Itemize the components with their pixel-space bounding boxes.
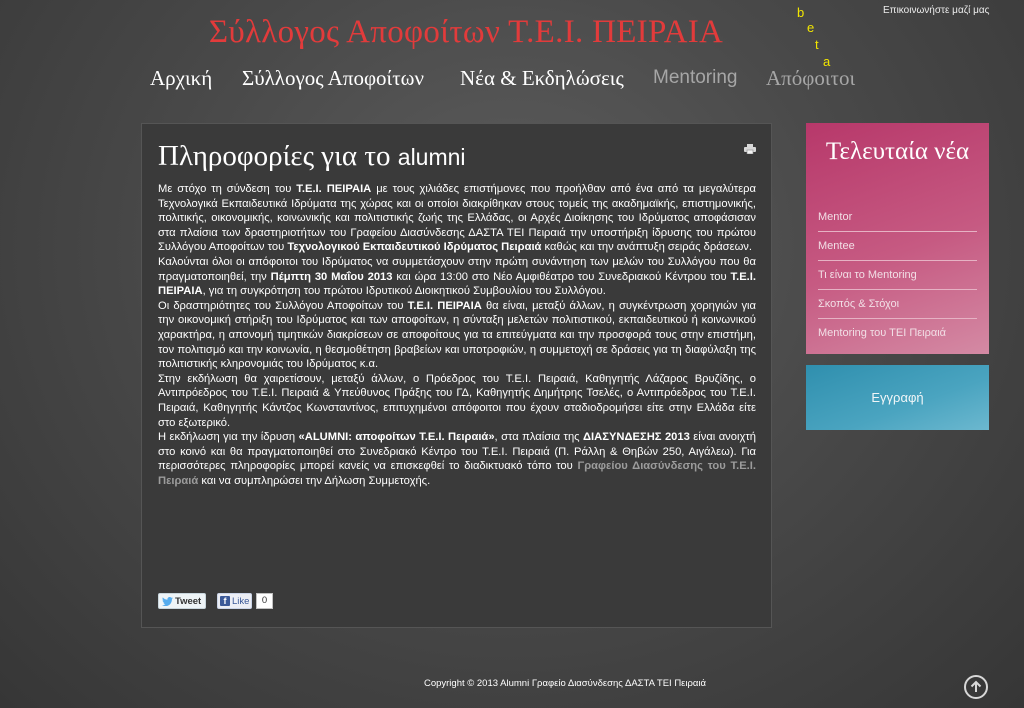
latest-news-list — [818, 203, 977, 348]
article-title-latin: alumni — [397, 144, 466, 170]
news-list-item — [818, 232, 977, 261]
facebook-icon: f — [220, 596, 230, 606]
article-paragraph: Οι δραστηριότητες του Συλλόγου Αποφοίτων του Τ.Ε.Ι. ΠΕΙΡΑΙΑ θα είναι, μεταξύ άλλων, η συγκέντρωση χορηγιών για την οικονομική στήριξη του Ιδρύματος και των αποφοίτων, η σύνταξη μελετών πολιτιστικού, εκπαιδευτικού ή κοινωνικού χαρακτήρα, η απονομή τιμητικών διακρίσεων σε αποφοίτους για τα επιτεύγματα και την προσφορά τους στην επιστήμη, τον πολιτισμό και την κοινωνία, η θεσμοθέτηση βραβείων και υποτροφιών, η συμμετοχή σε δράσεις για τη διαφύλαξη της πολιτιστικής κληρονομιάς του Ιδρύματος κ.α. — [158, 299, 757, 371]
nav-item-home[interactable]: Αρχική — [150, 66, 213, 90]
article-paragraph: Με στόχο τη σύνδεση του Τ.Ε.Ι. ΠΕΙΡΑΙΑ με τους χιλιάδες επιστήμονες που προήλθαν από ένα από τα μεγαλύτερα Τεχνολογικά Εκπαιδευτικά Ιδρύματα της χώρας και οι οποίοι διακρίθηκαν στους τομείς της ακαδημαϊκής, επιστημονικής, πολιτικής, οικονομικής, κοινωνικής και πολιτιστικής ζωής της Ελλάδας, οι Αρχές Διοίκησης του Ιδρύματος αποφάσισαν στα πλαίσια των δραστηριοτήτων του Γραφείου Διασύνδεσης ΔΑΣΤΑ ΤΕΙ Πειραιά την υποστήριξη ίδρυσης του πρώτου Συλλόγου Αποφοίτων του Τεχνολογικού Εκπαιδευτικού Ιδρύματος Πειραιά καθώς και την ανάπτυξη σειράς δράσεων. — [158, 183, 757, 254]
beta-letter: b — [797, 5, 805, 20]
nav-item-association[interactable]: Σύλλογος Αποφοίτων — [242, 66, 424, 90]
tweet-label: Tweet — [175, 595, 202, 607]
article-title-greek: Πληροφορίες για το — [158, 140, 398, 172]
article-paragraph: Καλούνται όλοι οι απόφοιτοι του Ιδρύματος να συμμετάσχουν στην πρώτη συνάντηση των μελών του Συλλόγου που θα πραγματοποιηθεί, την Πέμπτη 30 Μαΐου 2013 και ώρα 13:00 στο Νέο Αμφιθέατρο του Συνεδριακού Κέντρου του Τ.Ε.Ι. ΠΕΙΡΑΙΑ, για τη συγκρότηση του πρώτου Ιδρυτικού Διοικητικού Συμβουλίου του Συλλόγου. — [158, 255, 756, 298]
news-link-tei-mentoring[interactable]: Mentoring του ΤΕΙ Πειραιά — [818, 327, 947, 339]
like-count: 0 — [256, 593, 273, 609]
news-list-item — [818, 203, 977, 232]
print-icon[interactable] — [744, 144, 756, 154]
article-body — [158, 182, 756, 488]
news-link-purpose-goals[interactable]: Σκοπός & Στόχοι — [818, 298, 900, 310]
news-list-item — [818, 319, 977, 348]
article-paragraph: Η εκδήλωση για την ίδρυση «ALUMNI: αποφοίτων Τ.Ε.Ι. Πειραιά», στα πλαίσια της ΔΙΑΣΥΝΔΕΣΗΣ 2013 είναι ανοιχτή στο κοινό και θα πραγματοποιηθεί στο Συνεδριακό Κέντρο του Τ.Ε.Ι. Πειραιά (Π. Ράλλη & Θηβών 250, Αιγάλεω). Για περισσότερες πληροφορίες μπορεί κανείς να επισκεφθεί το διαδικτυακό τόπο του Γραφείου Διασύνδεσης του Τ.Ε.Ι. Πειραιά και να συμπληρώσει την Δήλωση Συμμετοχής. — [158, 431, 756, 487]
news-link-mentor[interactable]: Mentor — [818, 211, 853, 223]
facebook-like-button[interactable] — [217, 593, 252, 609]
beta-letter: t — [815, 37, 819, 52]
career-office-link[interactable]: Γραφείου Διασύνδεσης του Τ.Ε.Ι. Πειραιά — [158, 460, 756, 487]
article-panel — [141, 123, 772, 628]
news-list-item — [818, 261, 977, 290]
news-link-mentee[interactable]: Mentee — [818, 240, 855, 252]
latest-news-box — [806, 123, 989, 354]
nav-item-mentoring[interactable]: Mentoring — [653, 67, 738, 88]
twitter-bird-icon — [162, 597, 173, 606]
like-label: Like — [232, 595, 250, 607]
article-title — [158, 140, 466, 173]
tweet-button[interactable] — [158, 593, 206, 609]
news-list-item — [818, 290, 977, 319]
beta-letter: a — [823, 54, 831, 69]
beta-letter: e — [807, 20, 815, 35]
register-button[interactable]: Εγγραφή — [806, 365, 989, 430]
nav-item-news-events[interactable]: Νέα & Εκδηλώσεις — [460, 66, 624, 90]
footer — [0, 678, 1024, 689]
scroll-to-top-button[interactable] — [964, 675, 988, 699]
footer-copyright: Copyright © 2013 Alumni Γραφείο Διασύνδεσης ΔΑΣΤΑ ΤΕΙ Πειραιά — [423, 678, 707, 689]
article-paragraph: Στην εκδήλωση θα χαιρετίσουν, μεταξύ άλλων, ο Πρόεδρος του Τ.Ε.Ι. Πειραιά, Καθηγητής Λάζαρος Βρυζίδης, ο Αντιπρόεδρος του Τ.Ε.Ι. Πειραιά & Υπεύθυνος Πράξης του ΓΔ, Καθηγητής Δημήτρης Τσελές, ο Αντιπρόεδρος του Τ.Ε.Ι. Πειραιά, Καθηγητής Κάντζος Κωνσταντίνος, επιτυχημένοι απόφοιτοι που έχουν σταδιοδρομήσει είτε στην Ελλάδα είτε στο εξωτερικό. — [158, 372, 756, 429]
contact-link[interactable]: Επικοινωνήστε μαζί μας — [883, 5, 990, 16]
latest-news-title: Τελευταία νέα — [825, 138, 970, 165]
site-title[interactable]: Σύλλογος Αποφοίτων Τ.Ε.Ι. ΠΕΙΡΑΙΑ — [208, 14, 724, 50]
arrow-up-icon — [966, 677, 986, 697]
nav-item-alumni[interactable]: Απόφοιτοι — [766, 66, 856, 90]
news-link-what-is-mentoring[interactable]: Τι είναι το Mentoring — [818, 269, 917, 281]
